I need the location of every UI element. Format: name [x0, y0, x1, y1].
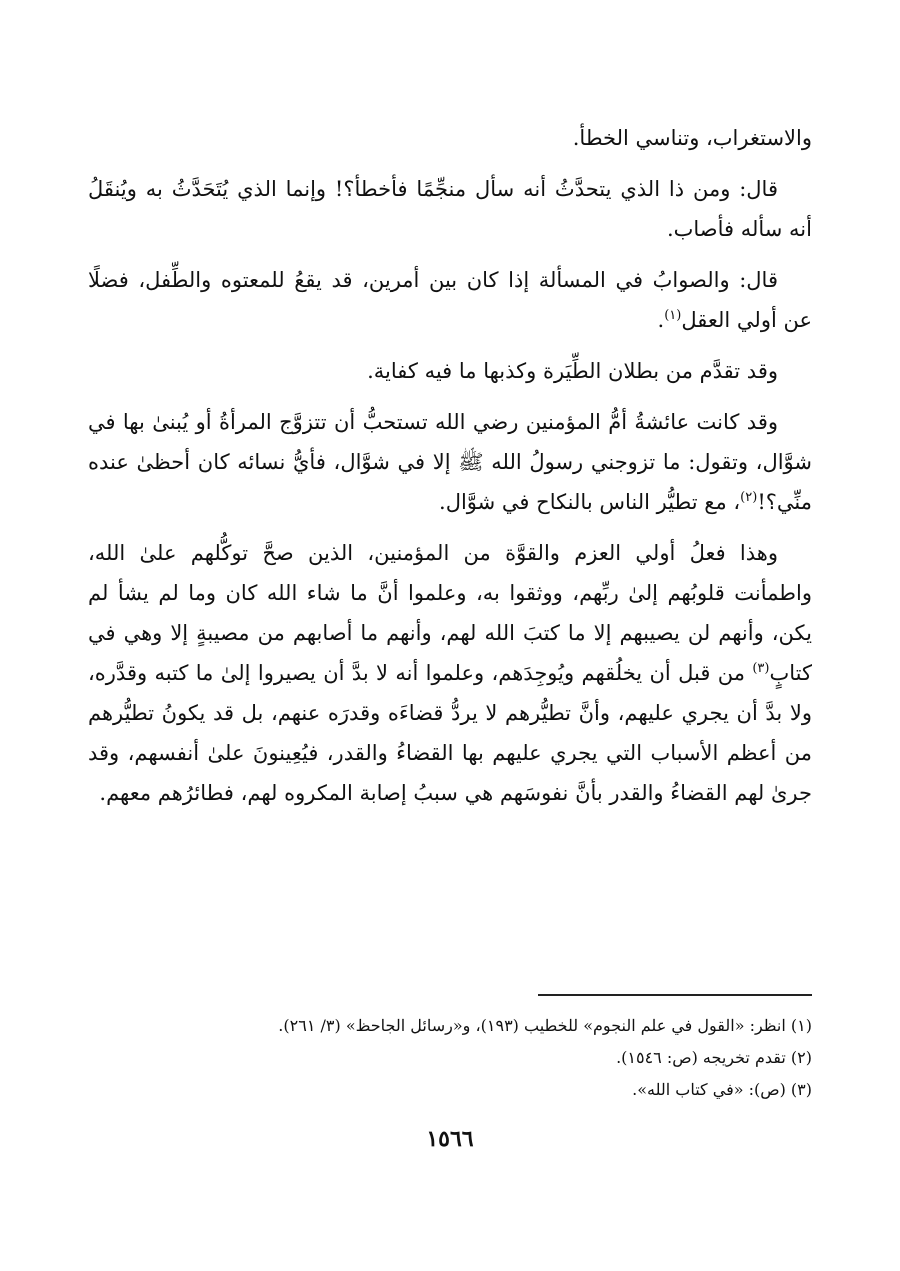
paragraph-6-text: وهذا فعلُ أولي العزم والقوَّة من المؤمنين، الذين صحَّ توكُّلهم علىٰ الله، واطمأنت قلوبُهم إلىٰ ربِّهم، ووثقوا به، وعلموا أنَّ ما شاء الله كان وما لم يشأ لم يكن، وأنهم لن يصيبهم إلا ما كتبَ الله لهم، وأنهم ما أصابهم من مصيبةٍ إلا وهي في كتابٍ	[88, 541, 812, 685]
footnotes	[88, 1010, 812, 1106]
paragraph-5-text: وقد كانت عائشةُ أمُّ المؤمنين رضي الله تستحبُّ أن تتزوَّج المرأةُ أو يُبنىٰ بها في شوَّال، وتقول: ما تزوجني رسولُ الله ﷺ إلا في شوَّال، فأيُّ نسائه كان أحظىٰ عنده منِّي؟!	[88, 410, 812, 514]
footnote-2: (٢) تقدم تخريجه (ص: ١٥٤٦).	[616, 1048, 812, 1067]
paragraph-6	[88, 533, 812, 813]
paragraph-1	[88, 118, 812, 158]
footnote-ref-3[interactable]: (٣)	[752, 661, 770, 676]
footnote-ref-1[interactable]: (١)	[664, 308, 682, 323]
paragraph-5-tail: ، مع تطيُّر الناس بالنكاح في شوَّال.	[439, 490, 741, 514]
paragraph-2-text: قال: ومن ذا الذي يتحدَّثُ أنه سأل منجِّمًا فأخطأ؟! وإنما الذي يُتَحَدَّثُ به ويُنقَلُ أنه سأله فأصاب.	[88, 177, 812, 241]
paragraph-4-text: وقد تقدَّم من بطلان الطِّيَرة وكذبها ما فيه كفاية.	[367, 359, 778, 383]
main-text	[88, 118, 812, 824]
footnote-ref-2[interactable]: (٢)	[740, 490, 758, 505]
footnote-3: (٣) (ص): «في كتاب الله».	[632, 1080, 812, 1099]
page-number: ١٥٦٦	[426, 1126, 474, 1152]
footnote-separator	[538, 994, 812, 996]
paragraph-3-text: قال: والصوابُ في المسألة إذا كان بين أمرين، قد يقعُ للمعتوه والطِّفل، فضلًا عن أولي العقل	[88, 268, 812, 332]
paragraph-5	[88, 402, 812, 522]
paragraph-6-tail: من قبل أن يخلُقهم ويُوجِدَهم، وعلموا أنه لا بدَّ أن يصيروا إلىٰ ما كتبه وقدَّره، ولا بدَّ أن يجري عليهم، وأنَّ تطيُّرهم لا يردُّ قضاءَه وقدرَه عنهم، بل قد يكونُ تطيُّرهم من أعظم الأسباب التي يجري عليهم بها القضاءُ والقدر، فيُعِينونَ علىٰ أنفسهم، وقد جرىٰ لهم القضاءُ والقدر بأنَّ نفوسَهم هي سببُ إصابة المكروه لهم، فطائرُهم معهم.	[88, 661, 812, 805]
footnote-1: (١) انظر: «القول في علم النجوم» للخطيب (١٩٣)، و«رسائل الجاحظ» (٣/ ٢٦١).	[278, 1016, 812, 1035]
paragraph-3: قال: والصوابُ في المسألة إذا كان بين أمرين، قد يقعُ للمعتوه والطِّفل، فضلًا عن أولي العقل$^{(١)}$.	[88, 268, 812, 332]
paragraph-2	[88, 169, 812, 249]
paragraph-4	[88, 351, 812, 391]
paragraph-1-text: والاستغراب، وتناسي الخطأ.	[572, 126, 812, 150]
